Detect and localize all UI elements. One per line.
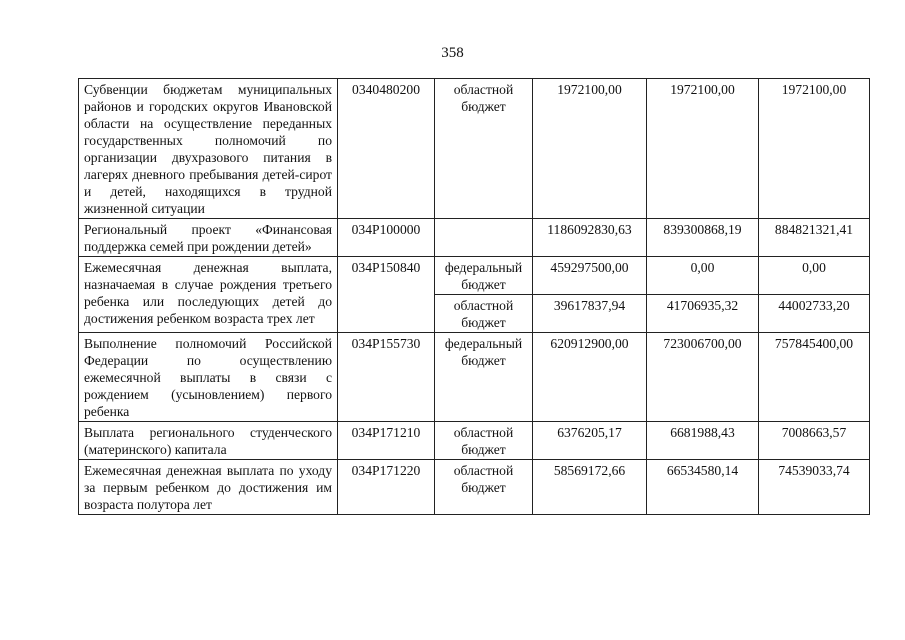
table-row — [79, 460, 870, 515]
program-code: 034P171210 — [338, 422, 435, 460]
amount-year-2: 723006700,00 — [647, 333, 759, 422]
program-name: Ежемесячная денежная выплата, назначаемая в случае рождения третьего ребенка или последующих детей до достижения ребенком возраста трех лет — [79, 257, 338, 333]
amount-year-3: 74539033,74 — [759, 460, 870, 515]
funding-source: областной бюджет — [435, 79, 533, 219]
program-name: Региональный проект «Финансовая поддержка семей при рождении детей» — [79, 219, 338, 257]
program-name: Выплата регионального студенческого (материнского) капитала — [79, 422, 338, 460]
funding-source: областной бюджет — [435, 460, 533, 515]
amount-year-1: 620912900,00 — [533, 333, 647, 422]
funding-source — [435, 219, 533, 257]
amount-year-1: 1972100,00 — [533, 79, 647, 219]
amount-year-1: 39617837,94 — [533, 295, 647, 333]
funding-source: областной бюджет — [435, 295, 533, 333]
amount-year-3: 884821321,41 — [759, 219, 870, 257]
amount-year-3: 757845400,00 — [759, 333, 870, 422]
program-code: 034P150840 — [338, 257, 435, 333]
amount-year-1: 58569172,66 — [533, 460, 647, 515]
amount-year-3: 44002733,20 — [759, 295, 870, 333]
program-code: 034P155730 — [338, 333, 435, 422]
amount-year-2: 839300868,19 — [647, 219, 759, 257]
table-row — [79, 422, 870, 460]
page-number: 358 — [441, 45, 464, 61]
program-code: 034P171220 — [338, 460, 435, 515]
table-row — [79, 219, 870, 257]
program-name: Выполнение полномочий Российской Федерации по осуществлению ежемесячной выплаты в связи с рождением (усыновлением) первого ребенка — [79, 333, 338, 422]
amount-year-2: 1972100,00 — [647, 79, 759, 219]
program-name: Ежемесячная денежная выплата по уходу за первым ребенком до достижения им возраста полутора лет — [79, 460, 338, 515]
program-code: 0340480200 — [338, 79, 435, 219]
funding-source: федеральный бюджет — [435, 257, 533, 295]
program-code: 034P100000 — [338, 219, 435, 257]
budget-table — [78, 78, 870, 515]
amount-year-2: 66534580,14 — [647, 460, 759, 515]
amount-year-3: 1972100,00 — [759, 79, 870, 219]
amount-year-1: 1186092830,63 — [533, 219, 647, 257]
amount-year-2: 41706935,32 — [647, 295, 759, 333]
program-name: Субвенции бюджетам муниципальных районов и городских округов Ивановской области на осуществление переданных государственных полномочий по организации двухразового питания в лагерях дневного пребывания детей-сирот и детей, находящихся в трудной жизненной ситуации — [79, 79, 338, 219]
amount-year-2: 6681988,43 — [647, 422, 759, 460]
table-row — [79, 79, 870, 219]
amount-year-1: 6376205,17 — [533, 422, 647, 460]
amount-year-2: 0,00 — [647, 257, 759, 295]
funding-source: федеральный бюджет — [435, 333, 533, 422]
table-row — [79, 333, 870, 422]
amount-year-3: 0,00 — [759, 257, 870, 295]
funding-source: областной бюджет — [435, 422, 533, 460]
amount-year-1: 459297500,00 — [533, 257, 647, 295]
amount-year-3: 7008663,57 — [759, 422, 870, 460]
table-row — [79, 257, 870, 295]
